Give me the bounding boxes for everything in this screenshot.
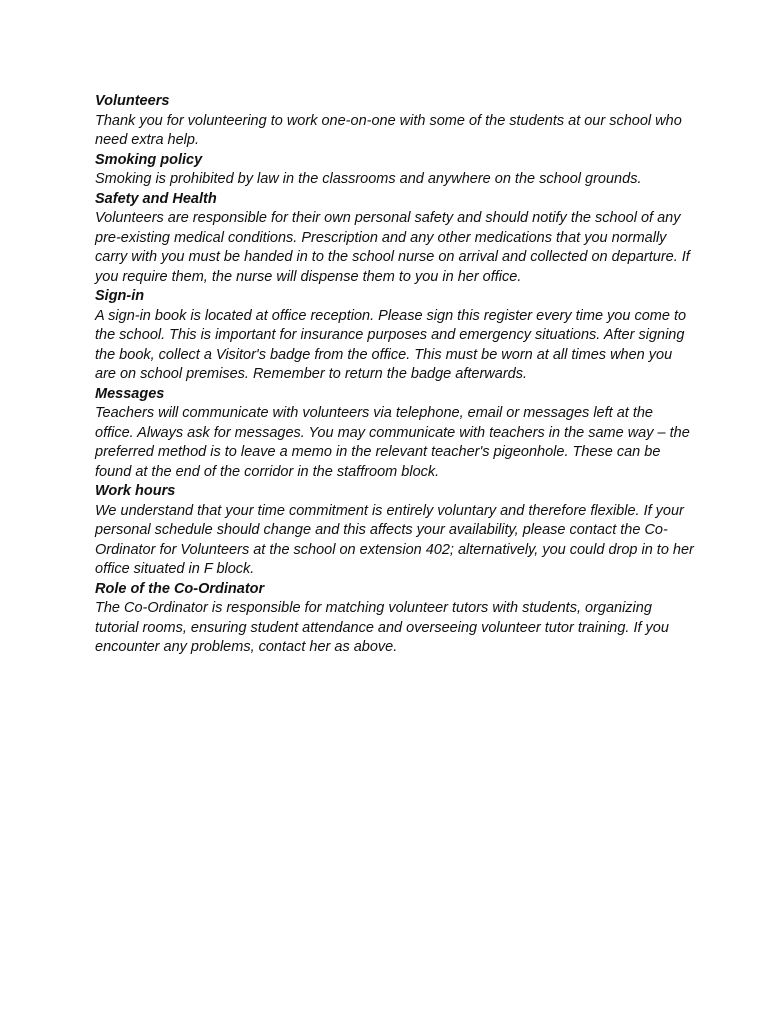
section-role-of-co-ordinator	[95, 580, 695, 658]
section-heading: Role of the Co-Ordinator	[95, 580, 265, 597]
section-heading: Smoking policy	[95, 151, 203, 168]
section-heading: Sign-in	[95, 288, 145, 304]
section-body: A sign-in book is located at office reception. Please sign this register every time you come to the school. This is important for insurance purposes and emergency situations. After signing the book, collect a Visitor's badge from the office. This must be worn at all times when you are on school premises. Remember to return the badge afterwards.	[95, 307, 687, 382]
section-body: Volunteers are responsible for their own personal safety and should notify the school of any pre-existing medical conditions. Prescription and any other medications that you normally carry with you must be handed in to the school nurse on arrival and collected on departure. If you require them, the nurse will dispense them to you in her office.	[95, 210, 690, 285]
section-smoking-policy	[95, 151, 695, 190]
section-body: Smoking is prohibited by law in the classrooms and anywhere on the school grounds.	[95, 171, 642, 187]
section-volunteers	[95, 92, 695, 151]
document-page	[95, 92, 695, 658]
section-heading: Safety and Health	[95, 190, 217, 207]
section-heading: Work hours	[95, 483, 176, 499]
section-safety-and-health	[95, 190, 695, 288]
section-body: Thank you for volunteering to work one-on-one with some of the students at our school who need extra help.	[95, 112, 682, 148]
section-messages	[95, 385, 695, 483]
section-body: We understand that your time commitment is entirely voluntary and therefore flexible. If your personal schedule should change and this affects your availability, please contact the Co-Ordinator for Volunteers at the school on extension 402; alternatively, you could drop in to her office situated in F block.	[95, 502, 694, 577]
section-body: Teachers will communicate with volunteers via telephone, email or messages left at the office. Always ask for messages. You may communicate with teachers in the same way – the preferred method is to leave a memo in the relevant teacher's pigeonhole. These can be found at the end of the corridor in the staffroom block.	[95, 405, 690, 480]
section-heading: Volunteers	[95, 93, 170, 109]
section-sign-in	[95, 287, 695, 385]
section-body: The Co-Ordinator is responsible for matching volunteer tutors with students, organizing tutorial rooms, ensuring student attendance and overseeing volunteer tutor training. If you encounter any problems, contact her as above.	[95, 600, 669, 655]
section-work-hours	[95, 482, 695, 580]
section-heading: Messages	[95, 385, 165, 402]
